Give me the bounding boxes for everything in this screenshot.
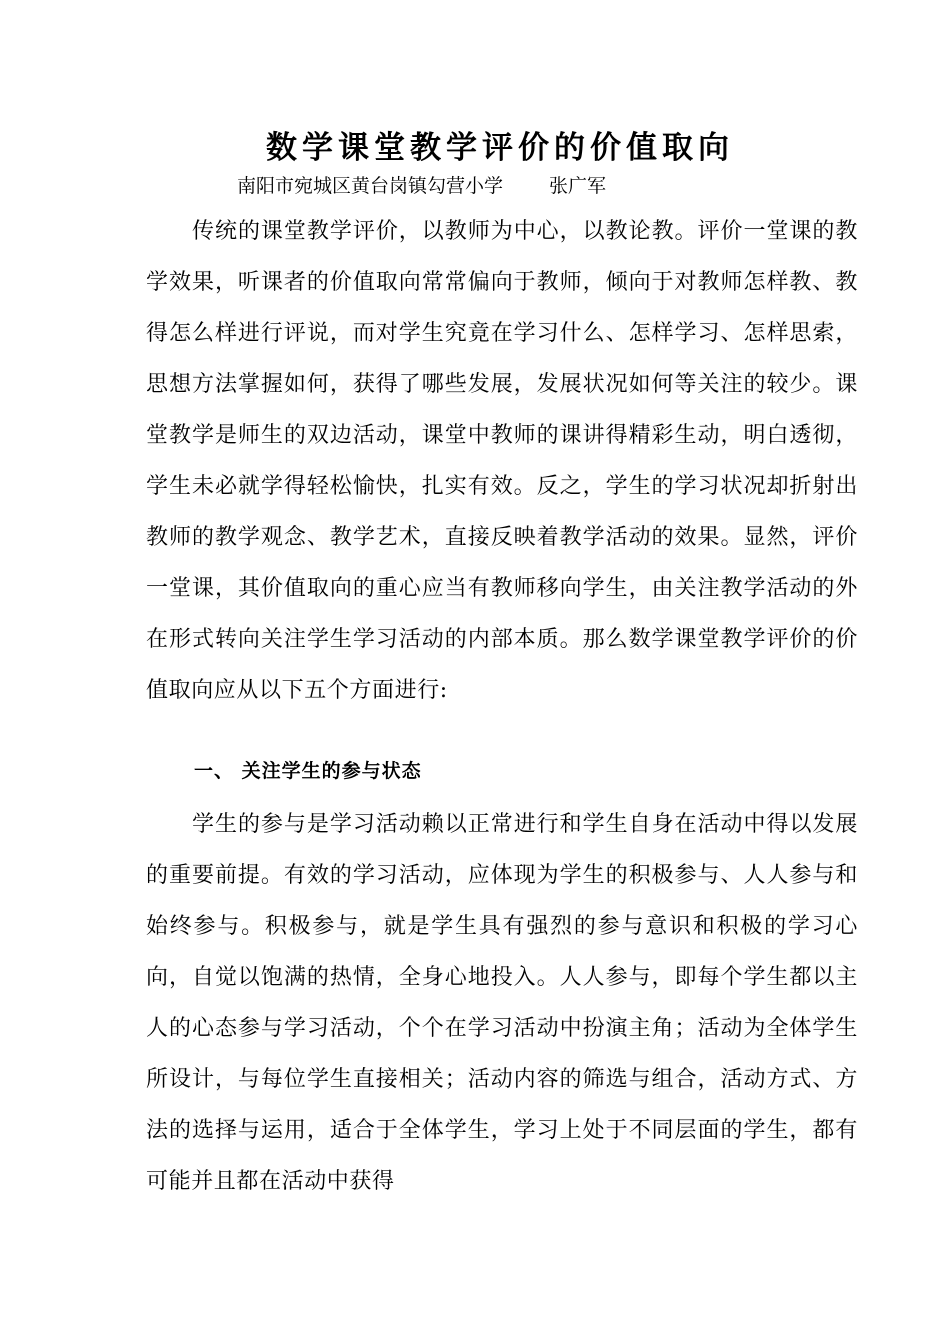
school-name: 南阳市宛城区黄台岗镇勾营小学: [237, 175, 504, 197]
byline: [237, 171, 606, 201]
document-title: 数学课堂教学评价的价值取向: [266, 130, 734, 166]
section-heading: 一、 关注学生的参与状态: [194, 760, 422, 782]
paragraph-intro: 传统的课堂教学评价，以教师为中心，以教论教。评价一堂课的教学效果，听课者的价值取向常常偏向于教师，倾向于对教师怎样教、教得怎么样进行评说，而对学生究竟在学习什么、怎样学习、怎样思索，思想方法掌握如何，获得了哪些发展，发展状况如何等关注的较少。课堂教学是师生的双边活动，课堂中教师的课讲得精彩生动，明白透彻，学生未必就学得轻松愉快，扎实有效。反之，学生的学习状况却折射出教师的教学观念、教学艺术，直接反映着教学活动的效果。显然，评价一堂课，其价值取向的重心应当有教师移向学生，由关注教学活动的外在形式转向关注学生学习活动的内部本质。那么数学课堂教学评价的价值取向应从以下五个方面进行:: [146, 219, 858, 703]
author-name: 张广军: [549, 175, 607, 197]
paragraph-section-one: 学生的参与是学习活动赖以正常进行和学生自身在活动中得以发展的重要前提。有效的学习活动，应体现为学生的积极参与、人人参与和始终参与。积极参与，就是学生具有强烈的参与意识和积极的学习心向，自觉以饱满的热情，全身心地投入。人人参与，即每个学生都以主人的心态参与学习活动，个个在学习活动中扮演主角；活动为全体学生所设计，与每位学生直接相关；活动内容的筛选与组合，活动方式、方法的选择与运用，适合于全体学生，学习上处于不同层面的学生，都有可能并且都在活动中获得: [146, 812, 858, 1194]
